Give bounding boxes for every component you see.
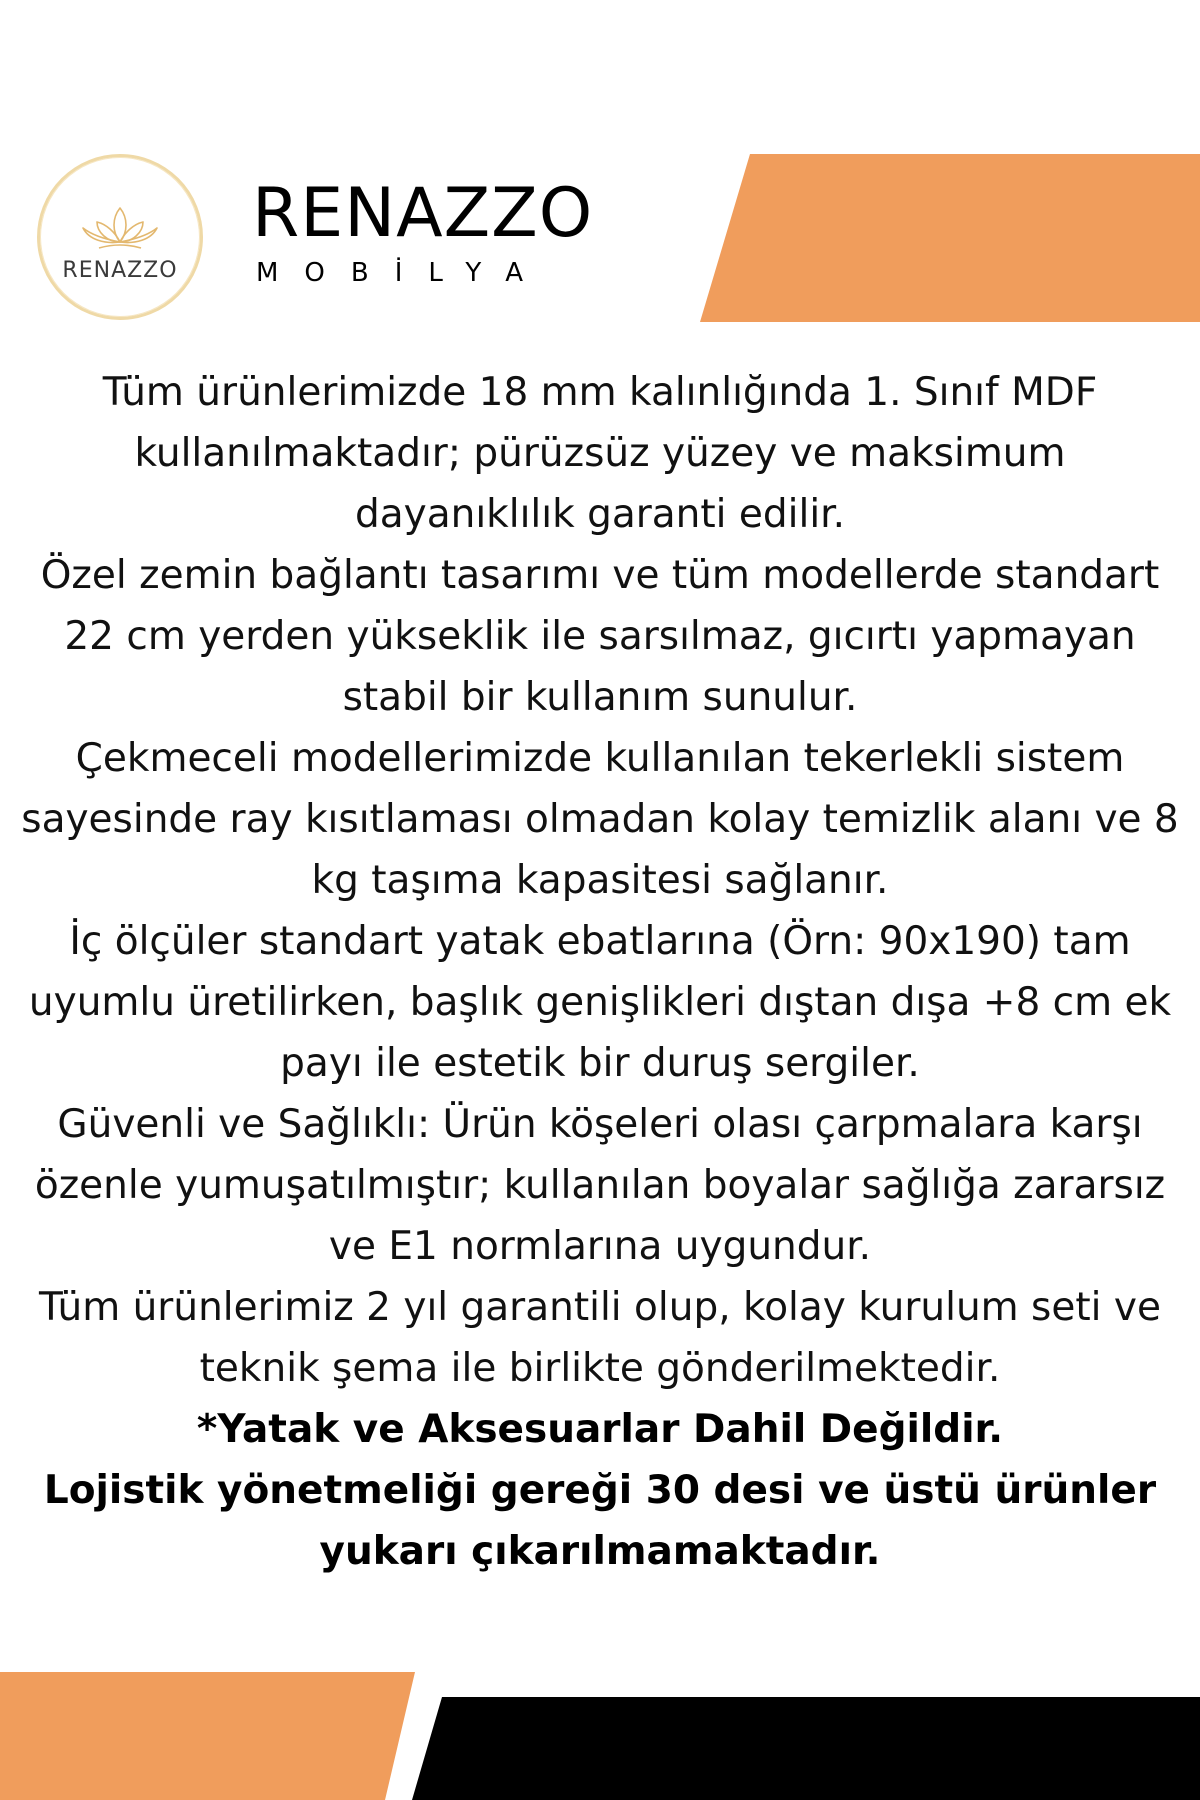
note-logistics: Lojistik yönetmeliği gereği 30 desi ve üstü ürünler yukarı çıkarılmamaktadır.: [43, 1468, 1157, 1574]
logo-badge: [37, 154, 203, 320]
paragraph-warranty: Tüm ürünlerimiz 2 yıl garantili olup, kolay kurulum seti ve teknik şema ile birlikte gönderilmektedir.: [39, 1285, 1161, 1391]
brand-name: RENAZZO: [252, 174, 594, 253]
note-not-included: *Yatak ve Aksesuarlar Dahil Değildir.: [196, 1407, 1004, 1452]
brand-header: [252, 174, 594, 288]
paragraph-dimensions: İç ölçüler standart yatak ebatlarına (Örn: 90x190) tam uyumlu üretilirken, başlık genişlikleri dıştan dışa +8 cm ek payı ile estetik bir duruş sergiler.: [28, 919, 1172, 1086]
description-text: [20, 362, 1180, 1582]
paragraph-safety: Güvenli ve Sağlıklı: Ürün köşeleri olası çarpmalara karşı özenle yumuşatılmıştır; kullanılan boyalar sağlığa zararsız ve E1 normlarına uygundur.: [34, 1102, 1166, 1269]
lotus-icon: [79, 202, 161, 254]
brand-subtitle: MOBİLYA: [256, 258, 550, 288]
logo-badge-label: RENAZZO: [62, 257, 178, 283]
bottom-left-orange-banner: [0, 1672, 415, 1800]
paragraph-floor-connection: Özel zemin bağlantı tasarımı ve tüm modellerde standart 22 cm yerden yükseklik ile sarsılmaz, gıcırtı yapmayan stabil bir kullanım sunulur.: [40, 553, 1160, 720]
top-right-orange-banner: [700, 154, 1200, 322]
paragraph-drawers: Çekmeceli modellerimizde kullanılan tekerlekli sistem sayesinde ray kısıtlaması olmadan kolay temizlik alanı ve 8 kg taşıma kapasitesi sağlanır.: [21, 736, 1179, 903]
bottom-right-black-banner: [412, 1697, 1200, 1800]
paragraph-mdf: Tüm ürünlerimizde 18 mm kalınlığında 1. Sınıf MDF kullanılmaktadır; pürüzsüz yüzey ve maksimum dayanıklılık garanti edilir.: [102, 370, 1098, 537]
